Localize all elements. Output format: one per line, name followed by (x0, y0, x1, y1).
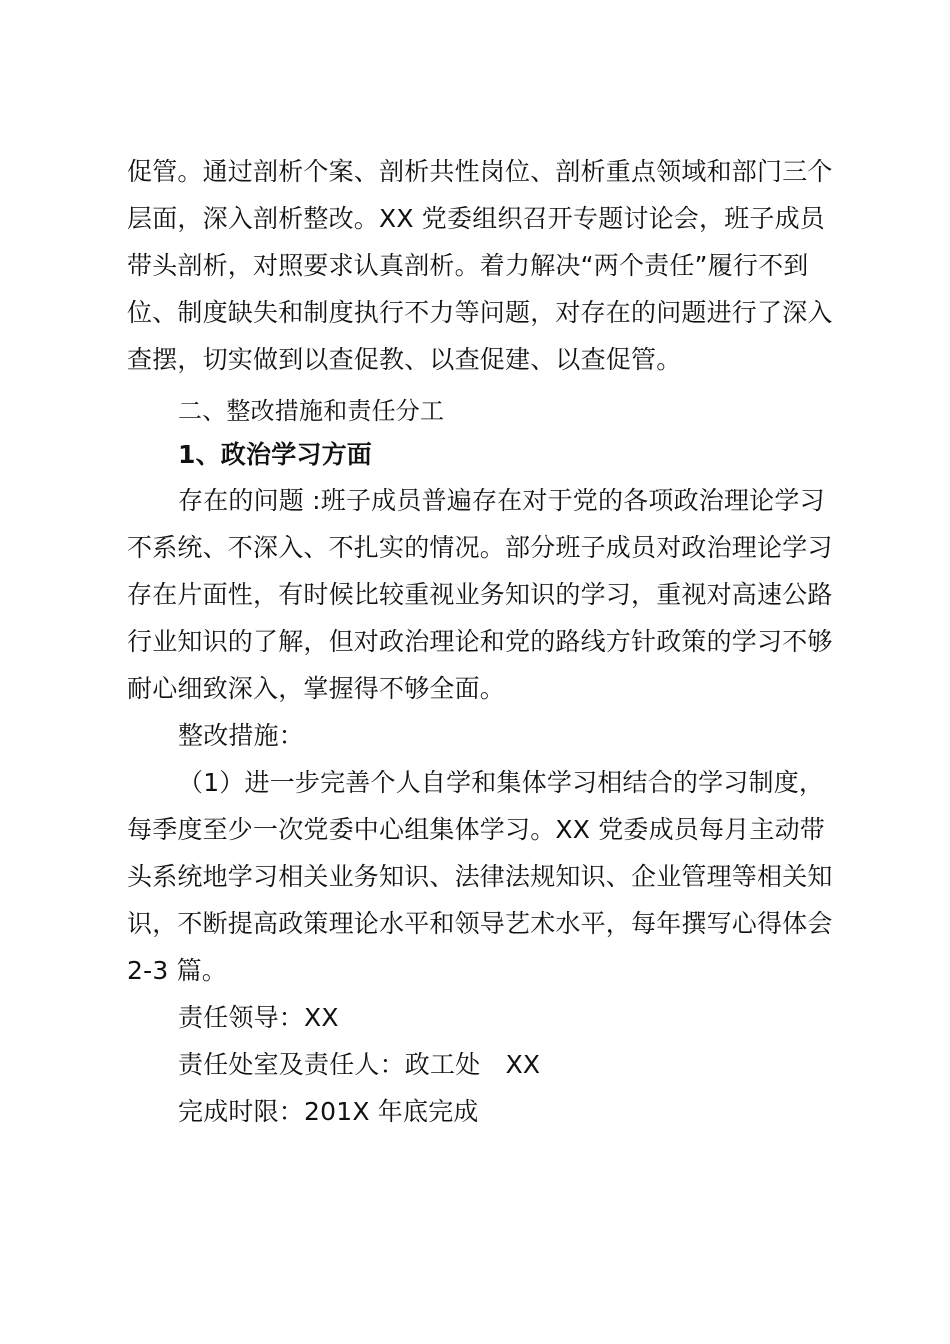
measure-one-line-2: 每季度至少一次党委中心组集体学习。XX 党委成员每月主动带 (127, 815, 826, 844)
intro-line-3: 带头剖析，对照要求认真剖析。着力解决“两个责任”履行不到 (127, 251, 809, 280)
intro-line-2: 层面，深入剖析整改。XX 党委组织召开专题讨论会，班子成员 (127, 204, 826, 233)
problem-line-1: 存在的问题 :班子成员普遍存在对于党的各项政治理论学习 (178, 486, 825, 515)
problem-line-5: 耐心细致深入，掌握得不够全面。 (127, 674, 506, 703)
measures-label: 整改措施： (178, 721, 305, 750)
responsible-leader: 责任领导：XX (178, 1003, 339, 1032)
responsible-office: 责任处室及责任人：政工处 XX (178, 1050, 541, 1079)
measure-one-line-5: 2-3 篇。 (127, 956, 227, 985)
intro-line-5: 查摆，切实做到以查促教、以查促建、以查促管。 (127, 345, 682, 374)
subsection-title: 1、政治学习方面 (178, 440, 372, 469)
intro-line-1: 促管。通过剖析个案、剖析共性岗位、剖析重点领域和部门三个 (127, 157, 833, 186)
problem-line-2: 不系统、不深入、不扎实的情况。部分班子成员对政治理论学习 (127, 533, 833, 562)
section-title: 二、整改措施和责任分工 (178, 397, 445, 425)
measure-one-line-3: 头系统地学习相关业务知识、法律法规知识、企业管理等相关知 (127, 862, 833, 891)
document-body (127, 148, 843, 1135)
deadline: 完成时限：201X 年底完成 (178, 1097, 479, 1126)
intro-line-4: 位、制度缺失和制度执行不力等问题，对存在的问题进行了深入 (127, 298, 833, 327)
problem-line-3: 存在片面性，有时候比较重视业务知识的学习，重视对高速公路 (127, 580, 833, 609)
problem-line-4: 行业知识的了解，但对政治理论和党的路线方针政策的学习不够 (127, 627, 833, 656)
measure-one-line-1: （1）进一步完善个人自学和集体学习相结合的学习制度， (178, 768, 825, 797)
measure-one-line-4: 识，不断提高政策理论水平和领导艺术水平，每年撰写心得体会 (127, 909, 833, 938)
